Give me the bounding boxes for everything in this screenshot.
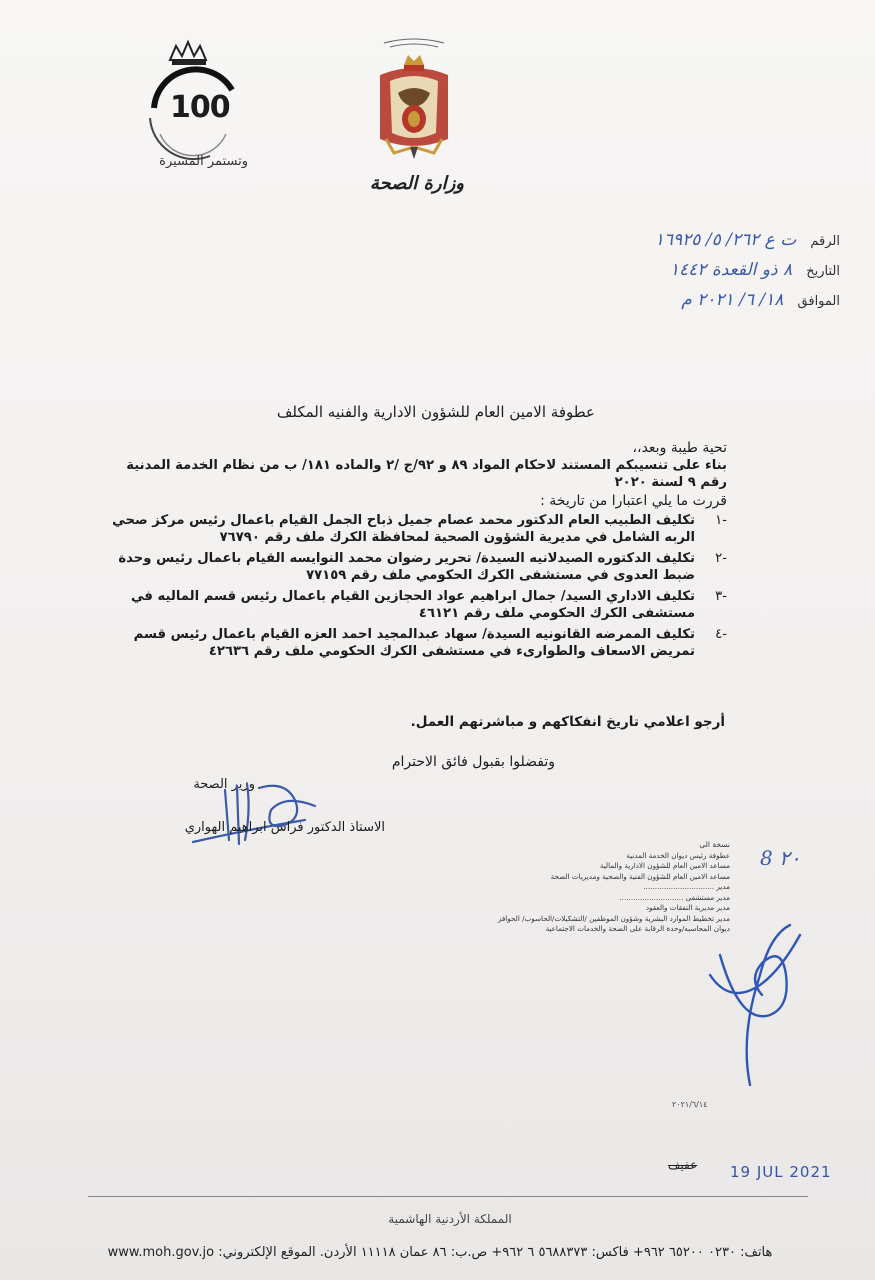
list-item bbox=[97, 550, 727, 584]
closing-line: وتفضلوا بقبول فائق الاحترام bbox=[391, 754, 555, 770]
minister-signature-icon bbox=[185, 770, 335, 855]
cc-line: مساعد الامين العام للشؤون الفنية والصحية ومديريات الصحة bbox=[550, 871, 730, 881]
footer-website: www.moh.gov.jo bbox=[107, 1245, 215, 1260]
reference-date-label: التاريخ bbox=[806, 264, 840, 279]
reference-corresponding-label: الموافق bbox=[797, 294, 840, 309]
cc-line: مدير مستشفى ............................ bbox=[619, 892, 730, 902]
received-by: عفيف bbox=[668, 1158, 698, 1172]
reference-corresponding-value: ١٨/ ٦/ ٢٠٢١ م bbox=[681, 290, 784, 310]
reference-block bbox=[520, 218, 840, 318]
item-number: -٣ bbox=[715, 589, 727, 604]
cc-heading: نسخة الى bbox=[699, 840, 730, 849]
cc-line: مساعد الامين العام للشؤون الادارية والمالية bbox=[599, 861, 730, 870]
cc-line: عطوفة رئيس ديوان الخدمة المدنية bbox=[626, 850, 730, 860]
reference-corresponding-row bbox=[520, 290, 840, 318]
cc-list bbox=[430, 840, 730, 935]
item-text: تكليف الطبيب العام الدكتور محمد عصام جميل ذباح الجمل القيام باعمال رئيس مركز صحي الربه الشامل في مديرية الشؤون الصحية لمحافظة الكرك ملف رقم ٧٦٧٩٠ bbox=[112, 513, 695, 545]
decision-intro: قررت ما يلي اعتبارا من تاريخة : bbox=[540, 493, 727, 509]
centenary-number: 100 bbox=[170, 90, 230, 125]
received-date-stamp: 19 JUL 2021 bbox=[730, 1163, 832, 1181]
footer-divider bbox=[88, 1196, 808, 1197]
item-number: -١ bbox=[715, 513, 727, 528]
cc-line: مدير مديرية النفقات والعقود bbox=[645, 903, 730, 912]
centenary-slogan: وتستمر المسيرة bbox=[159, 154, 248, 169]
signatory-name: الاستاذ الدكتور فراس ابراهيم الهواري bbox=[184, 820, 385, 835]
request-line: أرجو اعلامي تاريخ انفكاكهم و مباشرتهم العمل. bbox=[410, 714, 725, 730]
ministry-calligraphy: وزارة الصحة bbox=[369, 173, 464, 194]
item-text: تكليف الدكتوره الصيدلانيه السيدة/ تحرير رضوان محمد النوايسه القيام باعمال رئيس وحدة ضبط العدوى في مستشفى الكرك الحكومي ملف رقم ٧٧١٥٩ bbox=[118, 551, 695, 583]
reference-date-row bbox=[520, 260, 840, 288]
footer-contact-details: هاتف: ٠٢٣٠ ٦٥٢٠٠ ٩٦٢+ فاكس: ٥٦٨٨٣٧٣ ٦ ٩٦٢+ ص.ب: ٨٦ عمان ١١١١٨ الأردن. الموقع الإلكتروني: bbox=[218, 1245, 773, 1260]
item-number: -٢ bbox=[715, 551, 727, 566]
decision-list bbox=[97, 512, 727, 660]
reference-number-value: ت ع ٢٦٢/ ٥/ ١٦٩٢٥ bbox=[654, 230, 797, 250]
cc-line: ديوان المحاسبه/وحدة الرقابة على الصحة والخدمات الاجتماعية bbox=[545, 924, 730, 933]
cc-line: مدير تخطيط الموارد البشرية وشؤون الموظفين /التشكيلات/الحاسوب/ الحوافز bbox=[497, 913, 730, 923]
reference-number-label: الرقم bbox=[810, 234, 840, 249]
list-item bbox=[97, 512, 727, 546]
list-item bbox=[97, 626, 727, 660]
addressee: عطوفة الامين العام للشؤون الادارية والفنيه المكلف bbox=[276, 403, 595, 421]
item-number: -٤ bbox=[715, 627, 727, 642]
centenary-logo bbox=[140, 38, 250, 178]
margin-note: 8 ٢٠ bbox=[760, 846, 801, 870]
footer-contact bbox=[30, 1245, 850, 1260]
approval-signature-icon bbox=[690, 915, 820, 1095]
basis-paragraph: بناء على تنسيبكم المستند لاحكام المواد ٨٩ و ٩٢/ج /٢ والماده ١٨١/ ب من نظام الخدمة المدنية رقم ٩ لسنة ٢٠٢٠ bbox=[126, 458, 727, 490]
greeting: تحية طيبة وبعد،، bbox=[632, 440, 727, 456]
print-date: ٢٠٢١/٦/١٤ bbox=[672, 1100, 708, 1109]
list-item bbox=[97, 588, 727, 622]
reference-number-row bbox=[520, 230, 840, 258]
item-text: تكليف الاداري السيد/ جمال ابراهيم عواد الحجازين القيام باعمال رئيس قسم الماليه في مستشفى الكرك الحكومي ملف رقم ٤٦١٢١ bbox=[130, 589, 695, 621]
signatory-title: وزير الصحة bbox=[193, 777, 255, 792]
reference-date-value: ٨ ذو القعدة ١٤٤٢ bbox=[669, 260, 793, 280]
cc-line: مدير ............................... bbox=[643, 882, 730, 891]
item-text: تكليف الممرضه القانونيه السيدة/ سهاد عبدالمجيد احمد العزه القيام باعمال رئيس قسم تمريض الاسعاف والطوارىء في مستشفى الكرك الحكومي ملف رقم ٤٢٦٣٦ bbox=[133, 627, 695, 659]
letter-body bbox=[97, 440, 727, 664]
coat-of-arms bbox=[369, 35, 464, 205]
footer-kingdom: المملكة الأردنية الهاشمية bbox=[388, 1212, 512, 1226]
